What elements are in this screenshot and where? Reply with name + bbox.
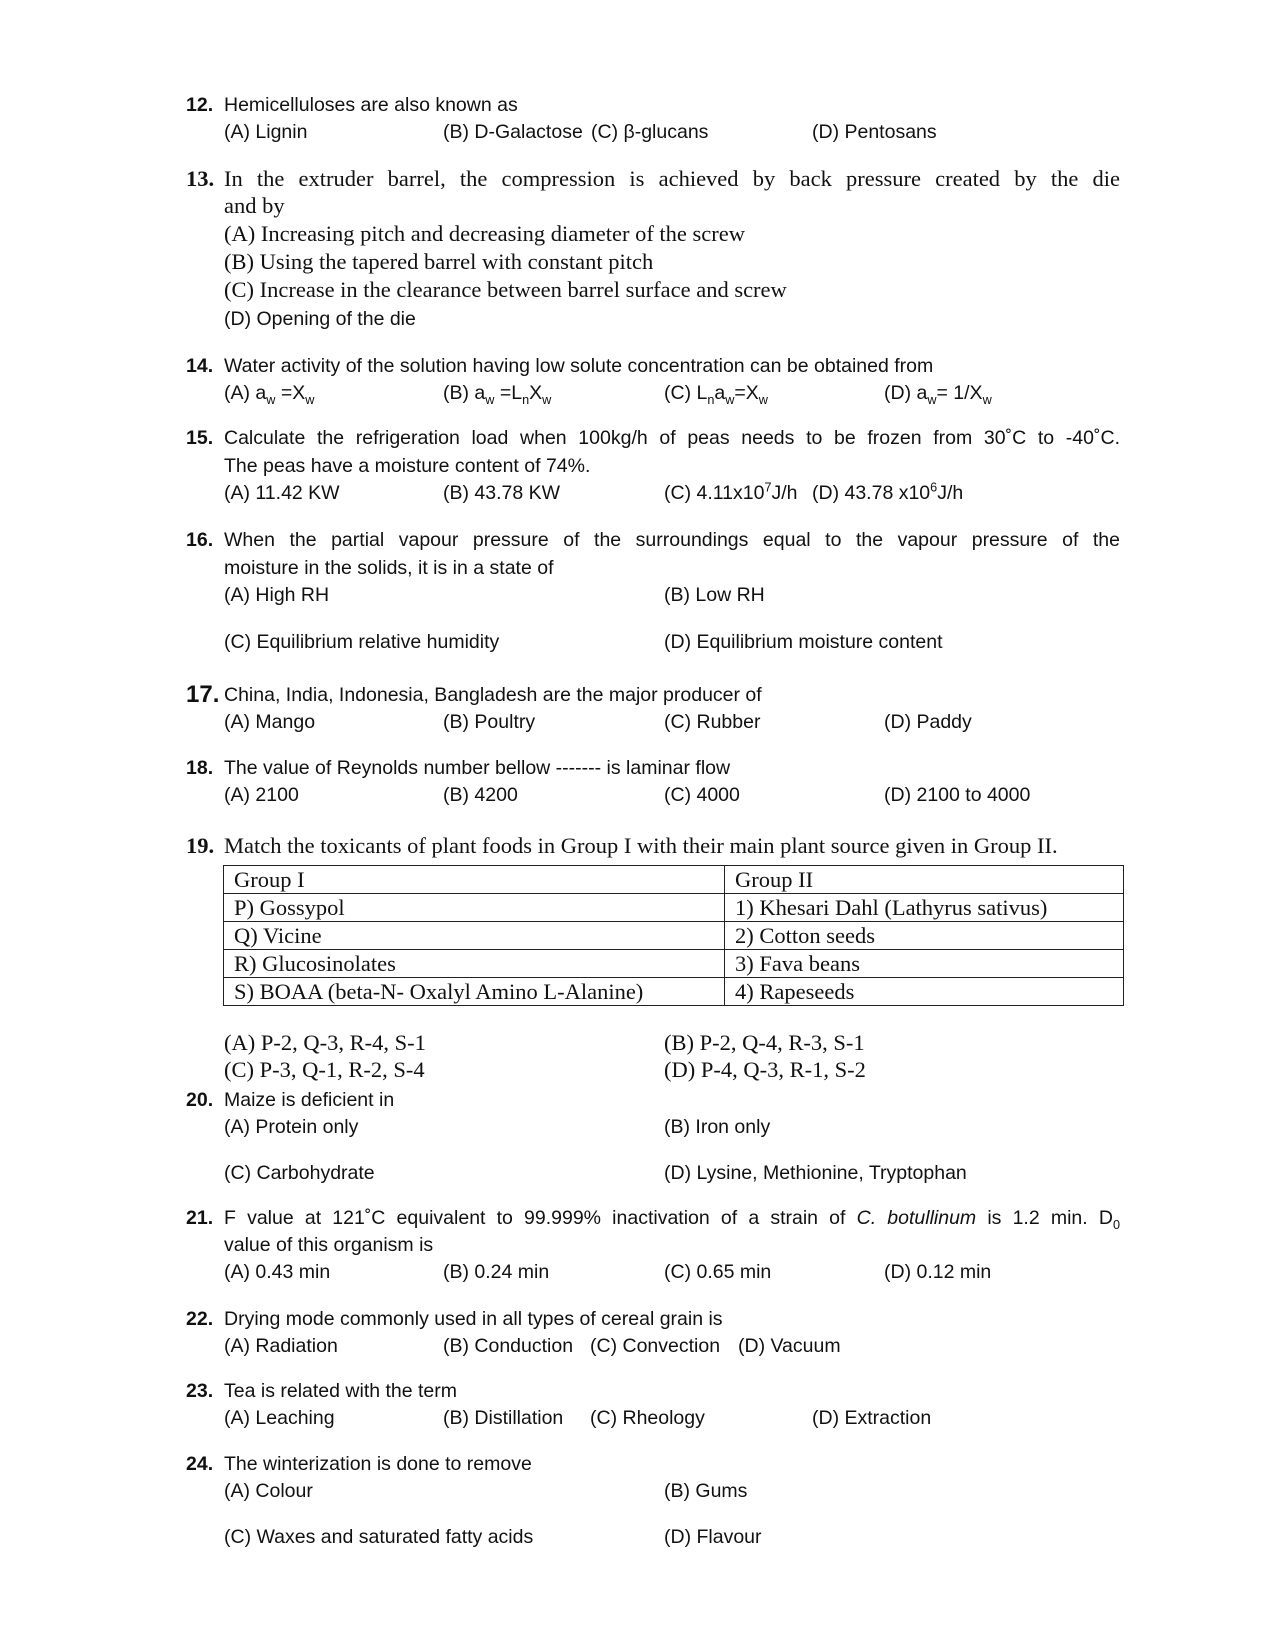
- table-row: [224, 922, 1124, 950]
- option-c: (C) Increase in the clearance between barrel surface and screw: [224, 277, 787, 302]
- match-table: [223, 865, 1124, 1006]
- question-number: 19.: [186, 833, 215, 858]
- option-c: (C) $4.11x10^7J/h$: [664, 480, 798, 504]
- option-a: (A) Colour: [224, 1480, 313, 1502]
- table-cell: 1) Khesari Dahl (Lathyrus sativus): [725, 894, 1124, 922]
- option-d: (D) $a_w= 1/X_w$: [884, 382, 992, 407]
- question-stem: Match the toxicants of plant foods in Group I with their main plant source given in Group II.: [224, 833, 1058, 858]
- option-c: (C) P-3, Q-1, R-2, S-4: [224, 1057, 425, 1082]
- option-a: (A) 11.42 KW: [224, 482, 340, 504]
- option-a: (A) Mango: [224, 711, 316, 733]
- option-a: (A) P-2, Q-3, R-4, S-1: [224, 1030, 426, 1055]
- table-cell: P) Gossypol: [224, 894, 725, 922]
- table-row: [224, 894, 1124, 922]
- question-stem: China, India, Indonesia, Bangladesh are the major producer of: [224, 684, 762, 706]
- option-b: (B) 4200: [443, 784, 518, 806]
- option-b: (B) D-Galactose: [443, 121, 583, 143]
- option-d: (D) 0.12 min: [884, 1261, 992, 1283]
- question-stem-continued: and by: [224, 193, 285, 218]
- option-d: (D) Vacuum: [738, 1335, 841, 1357]
- question-number: 22.: [186, 1308, 214, 1330]
- option-d: (D) Flavour: [664, 1526, 762, 1548]
- question-stem: Hemicelluloses are also known as: [224, 94, 518, 116]
- table-cell: S) BOAA (beta-N- Oxalyl Amino L-Alanine): [224, 978, 725, 1006]
- option-a: (A) $a_w =X_w$: [224, 382, 315, 407]
- option-b: (B) Low RH: [664, 584, 765, 606]
- table-row: [224, 978, 1124, 1006]
- option-c: (C) Rheology: [590, 1407, 705, 1429]
- question-number: 18.: [186, 757, 214, 779]
- question-stem-continued: value of this organism is: [224, 1234, 434, 1256]
- question-number: 20.: [186, 1089, 214, 1111]
- option-c: (C) β-glucans: [591, 121, 709, 143]
- option-c: (C) Carbohydrate: [224, 1162, 375, 1184]
- question-stem-continued: The peas have a moisture content of 74%.: [224, 455, 591, 477]
- option-c: (C) Rubber: [664, 711, 761, 733]
- option-b: (B) Iron only: [664, 1116, 771, 1138]
- option-d: (D) Opening of the die: [224, 308, 416, 330]
- option-b: (B) Poultry: [443, 711, 536, 733]
- question-number: 23.: [186, 1380, 214, 1402]
- option-b: (B) Gums: [664, 1480, 748, 1502]
- option-a: (A) Protein only: [224, 1116, 359, 1138]
- table-cell: 4) Rapeseeds: [725, 978, 1124, 1006]
- question-stem: Drying mode commonly used in all types of cereal grain is: [224, 1308, 723, 1330]
- question-stem: The value of Reynolds number bellow ------- is laminar flow: [224, 757, 731, 779]
- question-stem: Calculate the refrigeration load when 100kg/h of peas needs to be frozen from 30˚C to -40˚C.: [224, 427, 1120, 449]
- option-b: (B) Distillation: [443, 1407, 564, 1429]
- question-number: 21.: [186, 1207, 214, 1229]
- option-b: (B) 43.78 KW: [443, 482, 561, 504]
- option-a: (A) 0.43 min: [224, 1261, 331, 1283]
- option-c: (C) 4000: [664, 784, 740, 806]
- question-stem: Maize is deficient in: [224, 1089, 395, 1111]
- option-d: (D) Paddy: [884, 711, 972, 733]
- question-number: 24.: [186, 1453, 214, 1475]
- option-c: (C) 0.65 min: [664, 1261, 772, 1283]
- option-d: (D) Equilibrium moisture content: [664, 631, 943, 653]
- option-d: (D) 43.78 $x10^6J/h$: [812, 480, 964, 504]
- option-d: (D) 2100 to 4000: [884, 784, 1031, 806]
- option-c: (C) Waxes and saturated fatty acids: [224, 1526, 534, 1548]
- question-number: 16.: [186, 529, 214, 551]
- option-d: (D) Extraction: [812, 1407, 932, 1429]
- option-b: (B) $a_w =L_nX_w$: [443, 382, 552, 407]
- question-stem: In the extruder barrel, the compression is achieved by back pressure created by the die: [224, 166, 1120, 191]
- option-d: (D) P-4, Q-3, R-1, S-2: [664, 1057, 866, 1082]
- table-header-cell: Group I: [224, 866, 725, 894]
- option-a: (A) Lignin: [224, 121, 308, 143]
- table-header-row: [224, 866, 1124, 894]
- option-a: (A) Leaching: [224, 1407, 335, 1429]
- option-b: (B) Using the tapered barrel with constant pitch: [224, 249, 654, 274]
- question-stem: The winterization is done to remove: [224, 1453, 532, 1475]
- option-c: (C) Equilibrium relative humidity: [224, 631, 500, 653]
- question-stem: F value at 121˚C equivalent to 99.999% inactivation of a strain of C. botullinum is 1.2 min. $D_0$: [224, 1207, 1120, 1232]
- option-b: (B) P-2, Q-4, R-3, S-1: [664, 1030, 865, 1055]
- question-stem: Water activity of the solution having low solute concentration can be obtained from: [224, 355, 934, 377]
- question-stem-continued: moisture in the solids, it is in a state of: [224, 557, 554, 579]
- question-number: 17.: [186, 681, 220, 708]
- option-c: (C) Convection: [590, 1335, 721, 1357]
- option-a: (A) 2100: [224, 784, 299, 806]
- table-header-cell: Group II: [725, 866, 1124, 894]
- table-cell: Q) Vicine: [224, 922, 725, 950]
- option-b: (B) 0.24 min: [443, 1261, 550, 1283]
- table-row: [224, 950, 1124, 978]
- question-number: 12.: [186, 94, 214, 116]
- question-number: 14.: [186, 355, 214, 377]
- question-number: 13.: [186, 166, 215, 191]
- option-a: (A) Increasing pitch and decreasing diameter of the screw: [224, 221, 746, 246]
- question-stem: Tea is related with the term: [224, 1380, 458, 1402]
- option-d: (D) Lysine, Methionine, Tryptophan: [664, 1162, 967, 1184]
- table-cell: R) Glucosinolates: [224, 950, 725, 978]
- option-b: (B) Conduction: [443, 1335, 574, 1357]
- option-c: (C) $L_na_w=X_w$: [664, 382, 768, 407]
- table-cell: 2) Cotton seeds: [725, 922, 1124, 950]
- option-d: (D) Pentosans: [812, 121, 937, 143]
- table-cell: 3) Fava beans: [725, 950, 1124, 978]
- question-stem: When the partial vapour pressure of the surroundings equal to the vapour pressure of the: [224, 529, 1120, 551]
- question-number: 15.: [186, 427, 214, 449]
- option-a: (A) High RH: [224, 584, 330, 606]
- option-a: (A) Radiation: [224, 1335, 338, 1357]
